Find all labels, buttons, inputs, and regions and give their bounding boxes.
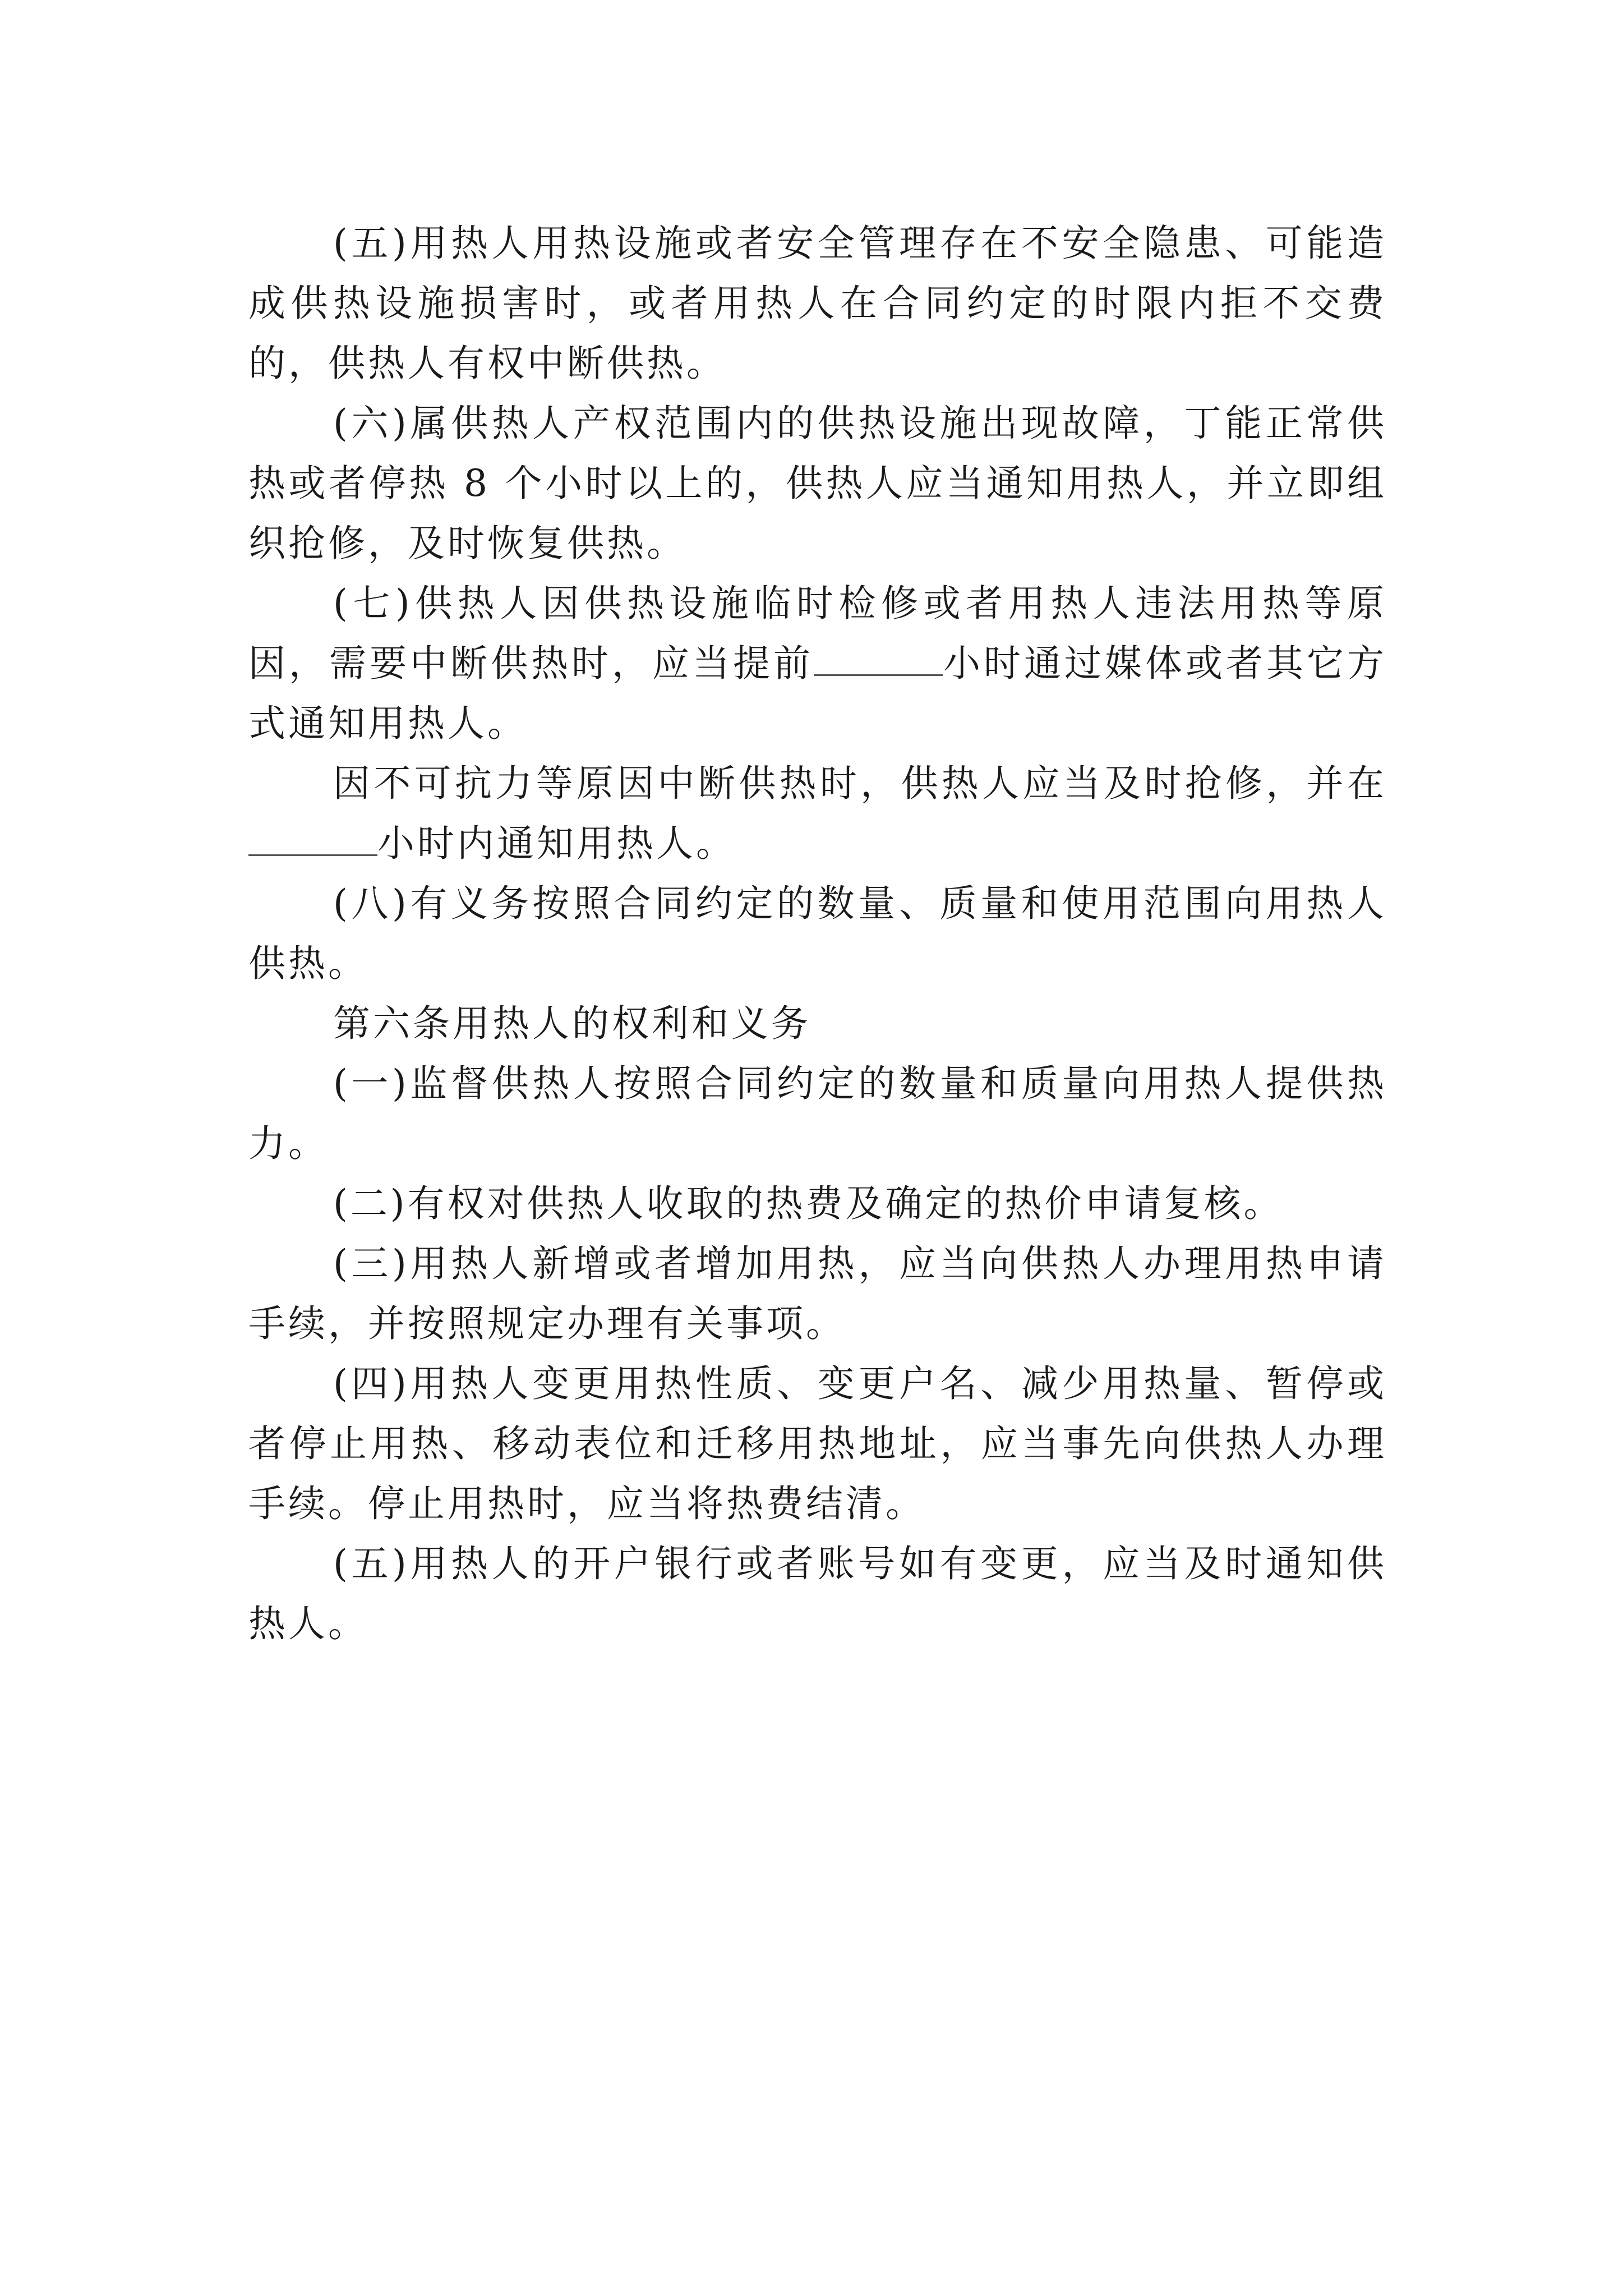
paragraph-clause-5-7 xyxy=(248,573,1387,753)
paragraph-clause-6-1 xyxy=(248,1053,1387,1174)
paragraph-text: (一)监督供热人按照合同约定的数量和质量向用热人提供热力。 xyxy=(248,1062,1387,1165)
paragraph-clause-5-6 xyxy=(248,393,1387,573)
paragraph-text: (三)用热人新增或者增加用热，应当向供热人办理用热申请手续，并按照规定办理有关事项。 xyxy=(248,1242,1387,1345)
fill-in-blank-hours[interactable] xyxy=(814,635,943,676)
paragraph-text: (五)用热人的开户银行或者账号如有变更，应当及时通知供热人。 xyxy=(248,1542,1387,1645)
document-body xyxy=(248,213,1387,1654)
paragraph-clause-6-4 xyxy=(248,1354,1387,1534)
paragraph-text: (五)用热人用热设施或者安全管理存在不安全隐患、可能造成供热设施损害时，或者用热人在合同约定的时限内拒不交费的，供热人有权中断供热。 xyxy=(248,222,1387,385)
paragraph-force-majeure xyxy=(248,753,1387,873)
paragraph-clause-6-5 xyxy=(248,1534,1387,1654)
paragraph-text: 小时通过媒体或者其它方式通知用热人。 xyxy=(248,642,1387,745)
paragraph-text: (四)用热人变更用热性质、变更户名、减少用热量、暂停或者停止用热、移动表位和迁移用热地址，应当事先向供热人办理手续。停止用热时，应当将热费结清。 xyxy=(248,1362,1387,1525)
section-heading-article-6 xyxy=(248,993,1387,1053)
paragraph-text: (二)有权对供热人收取的热费及确定的热价申请复核。 xyxy=(333,1182,1284,1225)
paragraph-clause-5-5 xyxy=(248,213,1387,393)
heading-text: 第六条用热人的权利和义务 xyxy=(333,1002,811,1045)
paragraph-clause-6-2 xyxy=(248,1174,1387,1234)
paragraph-text: (六)属供热人产权范围内的供热设施出现故障，丁能正常供热或者停热 8 个小时以上的，供热人应当通知用热人，并立即组织抢修，及时恢复供热。 xyxy=(248,402,1387,565)
paragraph-clause-5-8 xyxy=(248,873,1387,993)
paragraph-clause-6-3 xyxy=(248,1234,1387,1354)
paragraph-text: 小时内通知用热人。 xyxy=(377,822,736,865)
fill-in-blank-hours[interactable] xyxy=(248,815,377,856)
paragraph-text: (七)供热人因供热设施临时检修或者用热人违法用热等原因，需要中断供热时，应当提前 xyxy=(248,582,1387,685)
paragraph-text: (八)有义务按照合同约定的数量、质量和使用范围向用热人供热。 xyxy=(248,882,1387,985)
paragraph-text: 因不可抗力等原因中断供热时，供热人应当及时抢修，并在 xyxy=(333,762,1387,805)
